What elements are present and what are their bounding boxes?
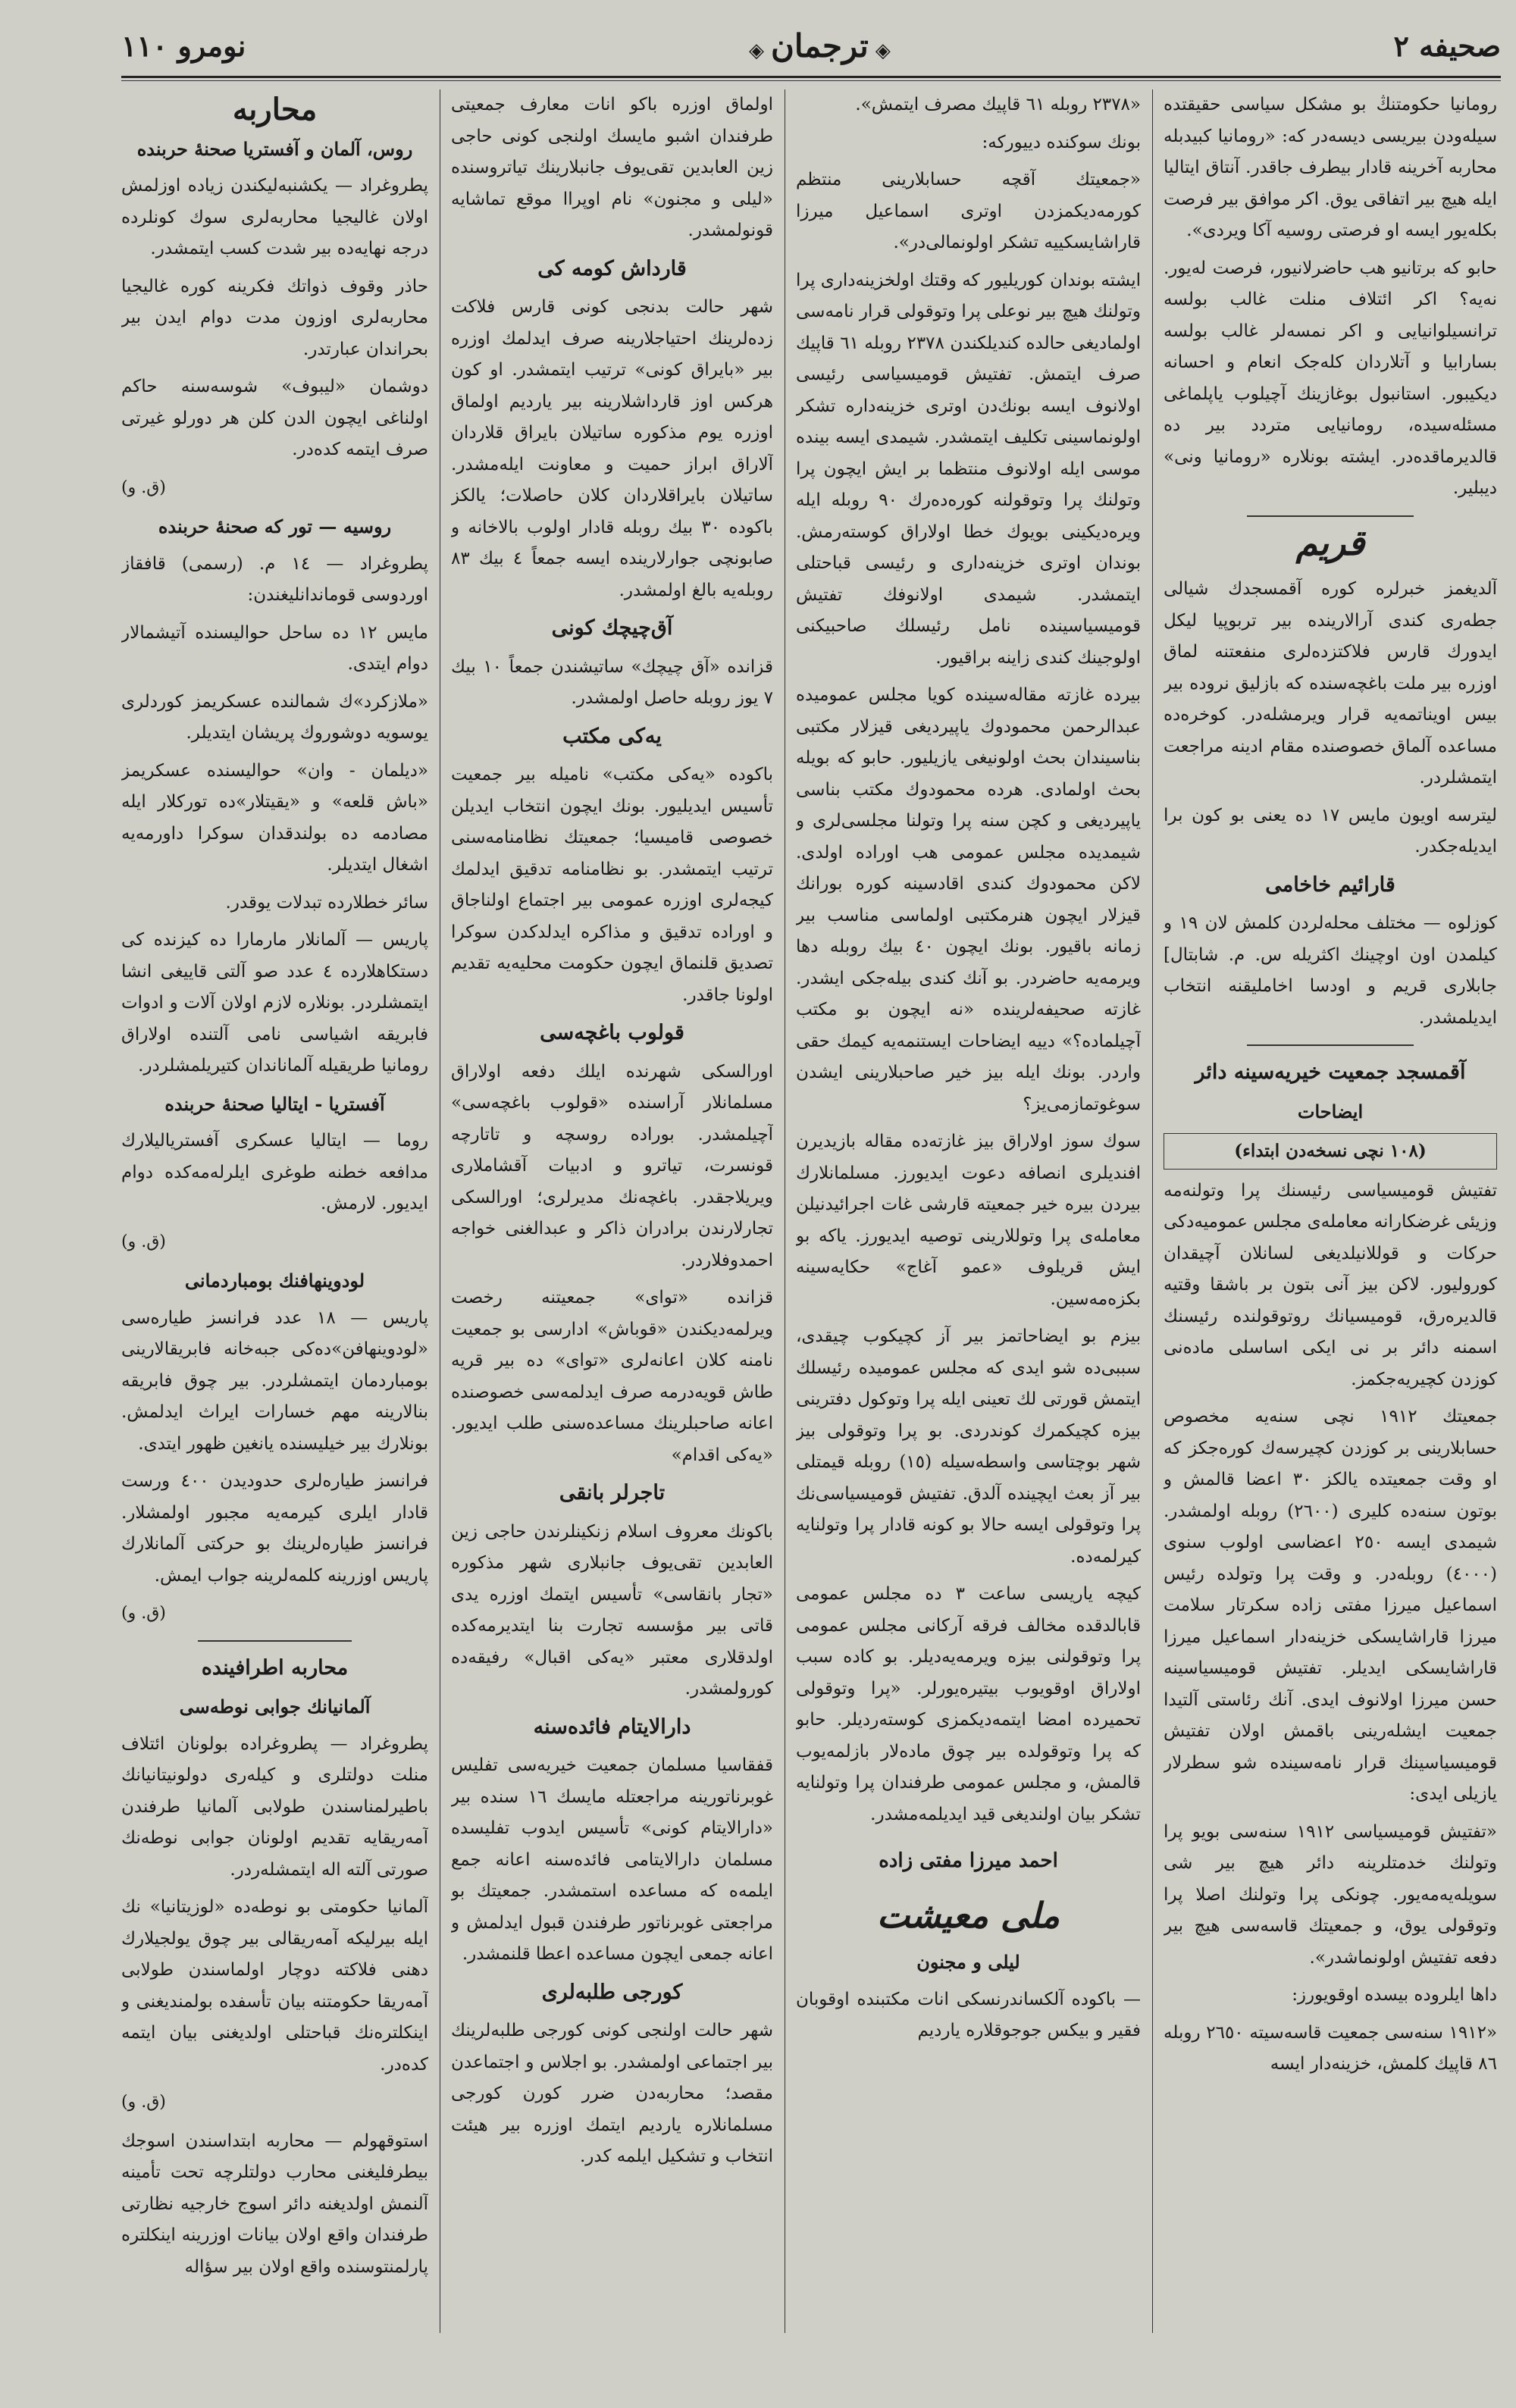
section-heading-milli: ملی معیشت — [876, 1894, 1060, 1936]
article-heading: دارالایتام فائده‌سنه — [533, 1714, 691, 1739]
article-heading: قارائیم خاخامی — [1265, 872, 1395, 897]
author-signature: احمد میرزا مفتی زاده — [879, 1849, 1058, 1872]
paragraph: ایشته بوندان کوریلیور که وقتك اولخزینه‌داری پرا وتولنك هیچ بیر نوعلی پرا وتوقولی قرار نامه‌سی اولمادیغی حالده کندیلکندن ٢٣٧٨ روبله ٦١ قاپیك صرف ایتمش. تفتیش قومیسیاسی رئیسی اولانوف ایسه بونك‌دن اوتری خزینه‌داره تشکر اولونماسینی تکلیف ایتمشدر. شیمدی ایسه بینده موسی ایله اولانوف منتظما بر ایش ایچون پرا وتولنك پرا وتوقولنه کوره‌ده‌رك ٩٠ روبله ایله ویره‌دیکینی بویوك خطا اولاراق کوسته‌رمش. بوندان اوتری خزینه‌داری و رئیسی قباحتلی ایتمشدر. شیمدی اولانوفك تفتیش قومیسیاسینده نامل رئیسلك صاحبیکنی اولوجینك کندی زاینه براقیور. — [796, 270, 1141, 668]
continuation-note: (١٠٨ نچی نسخه‌دن ابتداء) — [1164, 1133, 1497, 1170]
article-subheading: آلمانیانك جوابی نوطه‌سی — [179, 1696, 371, 1718]
paragraph: استوقهولم — محاربه ابتداسندن اسوجك بیطرفلیغنی محارب دولتلرچه تحت تأمینه آلنمش اولدیغنه دائر اسوج خارجیه نظارتی طرفندان واقع اولان بیانات اوزرینه اینکلتره پارلمنتوسنده واقع اولان بیر سؤاله — [121, 2131, 428, 2277]
article-heading: یه‌کی مکتب — [562, 724, 662, 748]
article-subheading: لودوینهافنك بومباردمانی — [184, 1270, 365, 1292]
paragraph: بیزم بو ایضاحاتمز بیر آز کچیکوب چیقدی، سببی‌ده شو ایدی که مجلس عمومیده رئیسلك ایتمش قورتی لك تعینی ایله پرا وتوکول دفترینی بیزه کچیکمرك کوندردی. بو پرا وتوقولی بیز شهر بوچتاسی واسطه‌سیله (١٥) روبله قیمتلی بیر آز بعث ایچینده آلدق. تفتیش قومیسیاسی‌نك پرا وتوقولی ایسه حالا بو کونه قادار پرا وتولنا‌یه کیرلمه‌ده. — [796, 1326, 1141, 1567]
source-tag: (ق. و) — [121, 478, 166, 497]
column-2 — [796, 89, 1141, 2333]
article-heading: آقمسجد جمعیت خیریه‌سینه دائر — [1195, 1060, 1466, 1084]
paragraph: فرانسز طیاره‌لری حدودیدن ٤٠٠ ورست قادار ایلری کیرمه‌یه مجبور اولمشلار. فرانسز طیاره‌لرینك بو حرکتی آلمانلارك پاریس اوزرینه کلمه‌لرینه جواب ایمش. — [121, 1471, 428, 1586]
article-subheading: آفستریا - ایتالیا صحنۀ حربنده — [164, 1092, 385, 1115]
paragraph: حاذر وقوف ذواتك فکرینه کوره غالیجیا محاربه‌لری اوزون مدت دوام ایدن بیر بحراندان عبارتدر. — [121, 276, 428, 359]
paragraph: باکونك معروف اسلام زنکینلرندن حاجی زین العابدین تقی‌یوف جانبلاری شهر مذکوره «تجار بانقاسی» تأسیس ایتمك اوزره یدی قاتی بیر مؤسسه تجارت بنا ایتدیرمه‌کده اولدقلاری معتبر «یه‌کی اقبال» رفیقه‌ده کورولمشدر. — [451, 1521, 773, 1699]
paragraph: پطروغراد — یکشنبه‌لیکندن زیاده اوزلمش اولان غالیجیا محاربه‌لری سوك کونلرده درجه نهایه‌ده بیر شدت کسب ایتمشدر. — [121, 176, 428, 258]
article-heading: محاربه اطرافینده — [201, 1655, 349, 1680]
masthead-rule — [121, 76, 1501, 78]
article-subheading: روس، آلمان و آفستریا صحنۀ حربنده — [136, 137, 413, 160]
column-1 — [1164, 89, 1497, 2333]
paragraph: داها ایلروده بیسده اوقویورز: — [1292, 1985, 1497, 2005]
article-heading: قارداش کومه کی — [537, 256, 687, 280]
paragraph: شهر حالت بدنجی کونی قارس فلاکت زده‌لرینك احتیاجلارینه صرف ایدلمك اوزره بیر «بایراق کونی» ترتیب ایتمشدر. او کون هرکس اوز قارداشلارینه بیر یاردیم اولماق اوزره یوم مذکوره ساتیلان بایراق قلاردان آلاراق ابراز حمیت و معاونت ایله‌مشدر. ساتیلان بایراقلاردان کلان حاصلات؛ یالکز باکوده ٣٠ بیك روبله قادار اولوب بالاخانه و صابونچی جوارلارینده ایسه جمعاً ٤ بیك ٨٣ روبله‌یه بالغ اولمشدر. — [451, 297, 773, 600]
separator — [1247, 515, 1414, 517]
paragraph: کوزلوه — مختلف محله‌لردن کلمش لان ١٩ و کیلمدن اون اوچینك اکثریله س. م. شابتال] جابلاری قریم و اودسا اخاملیقنه انتخاب ایدیلمشدر. — [1164, 913, 1497, 1028]
paragraph: — باکوده آلکساندرنسکی انات مکتبنده اوقوبان فقیر و بیکس جوجوقلاره یاردیم — [796, 1989, 1141, 2040]
issue-number-label: نومرو ١١٠ — [121, 28, 246, 63]
article-heading: قولوب باغچه‌سی — [540, 1021, 684, 1044]
paragraph: قزانده «توای» جمعیتنه رخصت ویرلمه‌دیکندن «قوباش» ادارسی بو جمعیت نامنه کلان اعانه‌لری «توای» ده بیر قریه طاش قویه‌درمه صرف ایدلمه‌سی خصوصنده اعانه صاحبلرینك مساعده‌سنی طلب ایدیور. «یه‌کی اقدام» — [451, 1288, 773, 1465]
article-heading: تاجرلر بانقی — [559, 1481, 666, 1505]
article-heading: آق‌چیچك کونی — [551, 616, 673, 640]
paragraph: «٢٣٧٨ روبله ٦١ قاپیك مصرف ایتمش». — [855, 95, 1141, 114]
column-divider — [1152, 89, 1153, 2333]
paragraph: کیچه یاریسی ساعت ٣ ده مجلس عمومی قابالدقده مخالف فرقه آرکانی مجلس عمومی پرا وتوقولنی بیزه ویرمه‌یه‌دیلر. بو کاده سبب اولاراق اوقویوب بیتیر‌ه‌یورلر. «پرا وتوقولی تحمیرده امضا ایتمه‌دیکمزی کوسته‌ردیلر. حابو که پرا وتوقولده بیر چوق ماده‌لار بازلمه‌یوب قالمش، و مجلس عمومی طرفندان پرا وتولنایه تشکر بیان اولندیغی قید ایدیلمه‌مشدر. — [796, 1584, 1141, 1824]
paragraph: پاریس — آلمانلار مارمارا ده کیزنده کی دستکاهلارده ٤ عدد صو آلتی قاییغی انشا ایتمشلردر. بونلاره لازم اولان آلات و ادوات فابریقه اشیاسی نامی آلتنده اولاراق رومانیا طریقیله آلماناندان کتیریلمشلردر. — [121, 930, 428, 1076]
paragraph: اولماق اوزره باکو انات معارف جمعیتی طرفندان اشبو مایسك اولنجی کونی حاجی زین العابدین تقی‌یوف جانبلارینك تیاتروسنده «لیلی و مجنون» نام اوپرا‌ا موقع تماشایه قونولمشدر. — [451, 95, 773, 240]
paragraph: «جمعیتك آقچه حسابلارینی منتظم کورمه‌دیکمزدن اوتری اسماعیل میرزا قاراشایسکییه تشکر اولونمالی‌در». — [796, 170, 1141, 252]
paragraph: پاریس — ١٨ عدد فرانسز طیاره‌سی «لودوینهافن»ده‌کی جبه‌خانه فابریقالارینی بومباردمان ایتمشلردر. بیر چوق فابریقه بنالارینه مهم خسارات ایراث ایدلمش. بونلارك بیر خیلیسنده یانغین ظهور ایتدی. — [121, 1307, 428, 1454]
source-tag: (ق. و) — [121, 2093, 166, 2112]
paragraph: مایس ١٢ ده ساحل حوالیسنده آتیشمالار دوام ایتدی. — [121, 622, 428, 674]
article-subheading: روسیه — تور که صحنۀ حربنده — [158, 515, 392, 537]
section-heading-crimea: قریم — [1295, 521, 1365, 563]
paragraph: پطروغراد — پطروغراده بولونان ائتلاف منلت دولتلری و کیله‌ری دولونیتانیانك باطیرلمناسندن طولابی آلمانیا طرفندن آمه‌ریقایه تقدیم اولونان جوابی نوطه‌نك صورتی آلته اله ایتمشله‌ردر. — [121, 1733, 428, 1880]
paragraph: روما — ایتالیا عسکری آفستریالیلارك مدافعه خطنه طوغری ایلرله‌مه‌کده دوام ایدیور. لارمش. — [121, 1131, 428, 1213]
paragraph: بونك سوکنده دییورکه: — [982, 132, 1141, 152]
page-number-label: صحيفه ٢ — [1393, 28, 1501, 63]
source-tag: (ق. و) — [121, 1232, 166, 1251]
paragraph: آلمانیا حکومتی بو نوطه‌ده «لوزیتانیا» نك ایله بیرلیکه آمه‌ریقالی بیر چوق یولجیلارك دهنی فلاکته دوچار اولماسندن طولابی آمه‌ریقا حکومتنه بیان تأسفده بولمندیغنی و اینکلتره‌نك قباحتلی اولدیغنی بیان ایتمه کده‌در. — [121, 1897, 428, 2075]
paragraph: بیرده غازته مقاله‌سینده کویا مجلس عمومیده عبدالرحمن محمودوك یاپیردیغی قیزلار مکتبی بناسیندان بحث اولونیغی یازیلیور. حابو که بویله بحث اولمادی. هرده محمودوك مکتب بناسی یاپیردیغی و کچن سنه پرا وتولنا مجلسی‌لری و شیمدیده مجلس عمومی هب اوراده اولدی. لاکن محمودوك کندی اقادسینه کوره بورانك قیزلار ایچون هنرمکتبی اولماسی مناسب بیر زمانه باقیور. بونك ایچون ٤٠ بیك روبله دها ویرمه‌یه حاضردر. بو آنك کندی بیله‌جکی ایشدر. غازته صحیفه‌لرینده «نه ایچون بو مکتب آچیلماده؟» دییه ایضاحات ایستنمه‌یه کیمك حقی واردر. بونك ایله بیز خیر صاحبلارینی ایشدن سوغوتمازمی‌یز؟ — [796, 685, 1141, 1114]
paragraph: «دیلمان - وان» حوالیسنده عسکریمز «باش قلعه» و «یقیتلار»ده تورکلار ایله مصادمه ده بولندقدان سوکرا داورمه‌یه اشغال ایتدیلر. — [121, 760, 428, 875]
article-subheading: ایضاحات — [1297, 1100, 1364, 1123]
article-subheading: لیلی و مجنون — [916, 1951, 1020, 1973]
separator — [198, 1640, 352, 1642]
paragraph: «تفتیش قومیسیاسی ١٩١٢ سنه‌سی بویو پرا وتولنك خدمتلرینه دائر هیچ بیر شی سویله‌یه‌مه‌یور. چونکی پرا وتولنك اصلا پرا وتوقولی یوق، و جمعیتك قاسه‌سی هیچ بیر دفعه تفتیش اولونماشدر». — [1164, 1821, 1497, 1968]
paragraph: اورالسکی شهرنده ایلك دفعه اولاراق مسلمانلار آراسنده «قولوب باغچه‌سی» آچیلمشدر. بوراده روسچه و تاتارچه قونسرت، تیاترو و ادبیات آقشاملاری ویریلاجقدر. باغچه‌نك مدیرلری؛ اورالسکی تجارلارندن برادران ذاکر و عبدالغنی خواجه احمدوفلاردر. — [451, 1061, 773, 1270]
paragraph: قزانده «آق چیچك» ساتیشندن جمعاً ١٠ بیك ٧ یوز روبله حاصل اولمشدر. — [451, 656, 773, 708]
separator — [1247, 1044, 1414, 1046]
masthead — [121, 23, 1501, 68]
paragraph: «١٩١٢ سنه‌سی جمعیت قاسه‌سیته ٢٦٥٠ روبله ٨٦ قاپیك کلمش، خزینه‌دار ایسه — [1164, 2022, 1497, 2074]
paragraph: پطروغراد — ١٤ م. (رسمی) قافقاز اوردوسی قوماندانلیغندن: — [121, 553, 428, 605]
paragraph: جمعیتك ١٩١٢ نچی سنه‌یه مخصوص حسابلارینی بر کوزدن کچیرسه‌ك کوره‌جکز که او وقت جمعیتده یالکز ٣٠ اعضا قالمش و بوتون سنه‌ده کلیری (٢٦٠٠) روبله اولمشدر. شیمدی ایسه ٢٥٠ اعضاسی اولوب سنوی (٤٠٠٠) روبله‌در. و وقت پرا وتولده رئیس اسماعیل میرزا مفتی زاده سکرتار سلامت میرزا قاراشایسکی خزینه‌دار اسماعیل میرزا قاراشایسکی ایدیلر. تفتیش قومیسیاسینه حسن میرزا اولانوف ایدی. آنك رئاستی آلتیدا جمعیت ایشله‌رینی باقمش اولان تفتیش قومیسیاسینك قرار نامه‌سینده شو سطرلار یازیلی ایدی: — [1164, 1407, 1497, 1804]
source-tag: (ق. و) — [121, 1604, 166, 1623]
newspaper-title: ◈ ترجمان ◈ — [749, 27, 891, 64]
paragraph: قفقاسیا مسلمان جمعیت خیریه‌سی تفلیس غوبرناتورینه مراجعتله مایسك ١٦ سنده بیر «دارالایتام کونی» تأسیس ایدوب تفلیسده مسلمان دارالایتامی فائده‌سنه اعانه جمع ایلمه‌ه که مساعده استمشدر. جمعیتك بو مراجعتی غوبرناتور طرفندن قبول ایدلمش و اعانه جمعی ایچون مساعده اعطا قلنمشدر. — [451, 1755, 773, 1964]
paragraph: حابو که برتانیو هب حاضرلانیور، فرصت له‌یور. نه‌یه؟ اکر ائتلاف منلت غالب بولسه ترانسیلوانیایی و اکر نمسه‌لر غالب بولسه بسارابیا و آتلاردان کله‌جک انعام و احسانه دیکیبور. استانبول بوغازینك آچیلوب یاپلماغی مسئله‌سیده، رومانیایی متردد بیر ده قالدیرماقده‌در. ایشته بونلاره «رومانیا ونی» دیبلیر. — [1164, 258, 1497, 498]
masthead-rule-thin — [121, 80, 1501, 81]
paragraph: تفتیش قومیسیاسی رئیسنك پرا وتولنه‌مه وزیئی غرضکارانه معامله‌ی مجلس عمومیه‌دکی حرکات و قوللانیلدیغی لسانلان آچیقدان کورولیور. لاکن بیز آنی بتون بر باشقا وقتیه قالدیره‌رق، قومیسیانك روتوقولنده رئیسنك اسمنه دائر بر نی ایکی اساسلی ماده‌نی کوزدن کچیریه‌جکمز. — [1164, 1180, 1497, 1389]
column-4 — [121, 89, 428, 2333]
section-heading-war: محاربه — [232, 92, 318, 127]
paragraph: سائر خطلارده تبدلات یوقدر. — [225, 892, 428, 913]
paragraph: آلدیغمز خبرلره کوره آقمسجدك شیالی جطه‌ری کندی آرالارینده بیر تربوپیا لیکل ایدورك قارس فلاکتزده‌لری منفعتنه لماق اوزره بیر ملت باغچه‌سنده که بازلیق نروده بیر بیس اویناتمه‌یه قرار ویرمشله‌در. ‏کوخره‌ده مساعده آلماق خصوصنده مقام ادینه مراجعت ایتمشلردر. — [1164, 579, 1497, 788]
paragraph: لیترسه اویون مایس ١٧ ده یعنی بو کون برا ایدیله‌جکدر. — [1164, 805, 1497, 856]
column-3 — [451, 89, 773, 2333]
article-heading: کورجی طلبه‌لری — [541, 1980, 683, 2004]
paragraph: «ملازکرد»ك شمالنده عسکریمز کوردلری یوسو‌یه دوشوروك پریشان ایتدیلر. — [121, 691, 428, 743]
paragraph: دوشمان «لیبوف» شوسه‌سنه حاکم اولناغی ایچون الدن کلن هر دورلو غیرتی صرف ایتمه کده‌در. — [121, 377, 428, 459]
paragraph: رومانیا حکومتنڭ بو مشکل سیاسی حقیقتده سیله‌ودن بیریسی دیسه‌در که: «رومانیا کبیدبله محاربه آخرینه قادار بیطرف جاقدر. آنتاق ایتالیا ایله هیچ بیر اتفاقی یوق. اکر موافق بیر فرصت بکله‌یور ایسه او فرصتی روسیه آکا ویردی». — [1164, 95, 1497, 240]
paragraph: شهر حالت اولنجی کونی کورجی طلبه‌لرینك بیر اجتماعی اولمشدر. بو اجلاس و اجتماعدن مقصد؛ محاربه‌دن ضرر کورن کورجی مسلمانلاره یاردیم ایتمك اوزره بیر هیئت انتخاب و تشکیل ایلمه کدر. — [451, 2021, 773, 2166]
paragraph: باکوده «یه‌کی مکتب» نامیله بیر جمعیت تأسیس ایدیلیور. بونك ایچون انتخاب ایدیلن خصوصی قامیسیا؛ جمعیتك نظامنامه‌سنی ترتیب ایتمشدر. بو نظامنامه تدقیق ایدلمك کیجه‌لری اوزره عمومی بیر اجتماع اولناجاق و اوراده تدقیق و مذاکره ایدلدکدن سوکرا تصدیق قلنماق ایچون حکومت محلیه‌یه تقدیم اولونا جاقدر. — [451, 765, 773, 1005]
paragraph: سوك سوز اولاراق بیز غازته‌ده مقاله بازیدیرن افندیلری انصافه دعوت ایدیورز. مسلمانلارك بیردن بیره خیر جمعیته قارشی غات اجرائیدنیلن معامله‌ی پرا وتوللارینی توصیه ایدیورز. یاکه بو ایش قریلوف «عمو آغاج» حکایه‌سینه بکزه‌مه‌سین. — [796, 1132, 1141, 1309]
